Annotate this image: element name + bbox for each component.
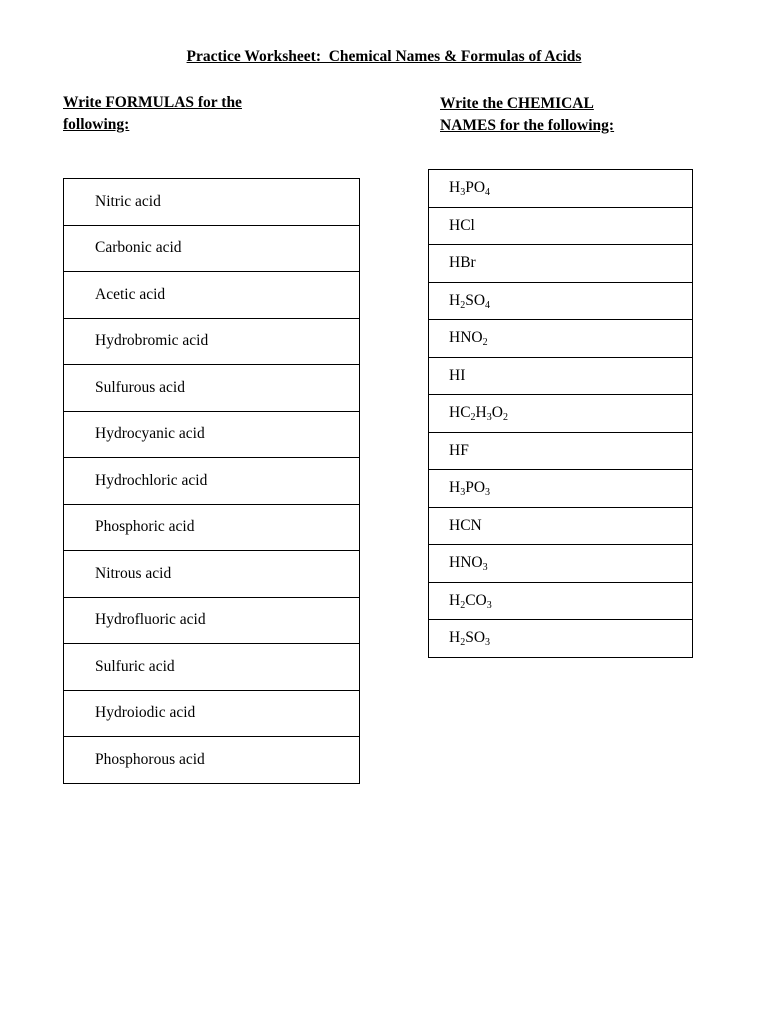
acid-formula-cell: H2CO3 xyxy=(429,582,693,620)
table-row xyxy=(429,620,693,658)
table-row xyxy=(64,737,360,784)
table-row xyxy=(429,357,693,395)
table-row xyxy=(429,545,693,583)
formulas-instructions xyxy=(63,92,303,136)
table-row xyxy=(64,272,360,319)
names-instructions-line2: NAMES for the following: xyxy=(440,117,615,134)
formulas-instructions-line2: following: xyxy=(63,116,130,133)
acid-names-table xyxy=(63,178,360,784)
names-instructions-line1: Write the CHEMICAL xyxy=(440,95,594,112)
table-row xyxy=(429,207,693,245)
acid-formula-cell: H3PO3 xyxy=(429,470,693,508)
acid-formula-cell: H2SO3 xyxy=(429,620,693,658)
acid-name-cell: Hydrocyanic acid xyxy=(64,411,360,458)
acid-formula-cell: HNO2 xyxy=(429,320,693,358)
table-row xyxy=(64,411,360,458)
acid-name-cell: Hydrofluoric acid xyxy=(64,597,360,644)
acid-name-cell: Acetic acid xyxy=(64,272,360,319)
table-row xyxy=(64,551,360,598)
acid-name-cell: Hydrochloric acid xyxy=(64,458,360,505)
acid-name-cell: Phosphorous acid xyxy=(64,737,360,784)
table-row xyxy=(429,282,693,320)
acid-formula-cell: HBr xyxy=(429,245,693,283)
table-row xyxy=(429,432,693,470)
acid-name-cell: Sulfuric acid xyxy=(64,644,360,691)
acid-formula-cell: H2SO4 xyxy=(429,282,693,320)
acid-formula-cell: HCl xyxy=(429,207,693,245)
table-row xyxy=(64,458,360,505)
formulas-instructions-line1: Write FORMULAS for the xyxy=(63,94,242,111)
acid-formula-cell: HF xyxy=(429,432,693,470)
acid-name-cell: Hydroiodic acid xyxy=(64,690,360,737)
table-row xyxy=(64,504,360,551)
acid-formula-cell: HCN xyxy=(429,507,693,545)
acid-name-cell: Carbonic acid xyxy=(64,225,360,272)
acid-name-cell: Nitrous acid xyxy=(64,551,360,598)
acid-formula-cell: HNO3 xyxy=(429,545,693,583)
table-row xyxy=(429,320,693,358)
names-instructions xyxy=(440,93,670,137)
table-row xyxy=(64,225,360,272)
table-row xyxy=(64,318,360,365)
table-row xyxy=(429,245,693,283)
acid-formula-cell: HI xyxy=(429,357,693,395)
table-row xyxy=(429,582,693,620)
table-row xyxy=(429,395,693,433)
acid-formula-cell: HC2H3O2 xyxy=(429,395,693,433)
table-row xyxy=(64,644,360,691)
worksheet-title: Practice Worksheet: Chemical Names & Formulas of Acids xyxy=(186,48,582,65)
table-row xyxy=(64,179,360,226)
acid-formulas-table xyxy=(428,169,693,658)
acid-name-cell: Phosphoric acid xyxy=(64,504,360,551)
acid-name-cell: Sulfurous acid xyxy=(64,365,360,412)
table-row xyxy=(64,597,360,644)
table-row xyxy=(429,470,693,508)
table-row xyxy=(429,170,693,208)
acid-name-cell: Hydrobromic acid xyxy=(64,318,360,365)
acid-formula-cell: H3PO4 xyxy=(429,170,693,208)
table-row xyxy=(64,690,360,737)
table-row xyxy=(64,365,360,412)
table-row xyxy=(429,507,693,545)
acid-name-cell: Nitric acid xyxy=(64,179,360,226)
